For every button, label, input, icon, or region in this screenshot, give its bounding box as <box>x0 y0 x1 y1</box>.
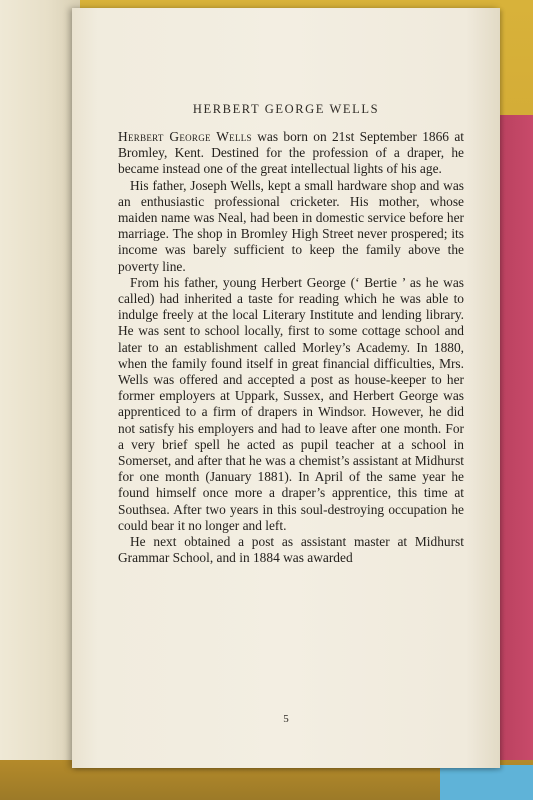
body-text <box>118 129 464 566</box>
paragraph-1 <box>118 129 464 178</box>
facing-page-edge <box>0 0 80 800</box>
paragraph-4: He next obtained a post as assistant master at Midhurst Grammar School, and in 1884 was awarded <box>118 534 464 566</box>
opening-name: Herbert George Wells <box>118 129 252 144</box>
blue-book-edge <box>440 765 533 800</box>
page-number: 5 <box>283 713 289 725</box>
book-page <box>72 8 500 768</box>
paragraph-1-text: was born on 21st September 1866 at Bromley, Kent. Destined for the profession of a draper, he became instead one of the great intellectual lights of his age. <box>118 129 465 177</box>
running-head: HERBERT GEORGE WELLS <box>192 102 380 116</box>
paragraph-2: His father, Joseph Wells, kept a small hardware shop and was an enthusiastic professional cricketer. His mother, whose maiden name was Neal, had been in domestic service before her marriage. The shop in Bromley High Street never prospered; its income was barely sufficient to keep the family above the poverty line. <box>118 177 464 274</box>
paragraph-3: From his father, young Herbert George (‘ Bertie ’ as he was called) had inherited a taste for reading which he was able to indulge freely at the local Literary Institute and lending library. He was sent to school locally, first to some cottage school and later to an establishment called Morley’s Academy. In 1880, when the family found itself in great financial difficulties, Mrs. Wells was offered and accepted a post as house-keeper to her former employers at Uppark, Sussex, and Herbert George was apprenticed to a firm of drapers in Windsor. However, he did not satisfy his employers and had to leave after one month. For a very brief spell he acted as pupil teacher at a school in Somerset, and after that he was a chemist’s assistant at Midhurst for one month (January 1881). In April of the same year he found himself once more a draper’s apprentice, this time at Southsea. After two years in this soul-destroying occupation he could bear it no longer and left. <box>118 274 464 533</box>
red-book-cover <box>495 115 533 765</box>
